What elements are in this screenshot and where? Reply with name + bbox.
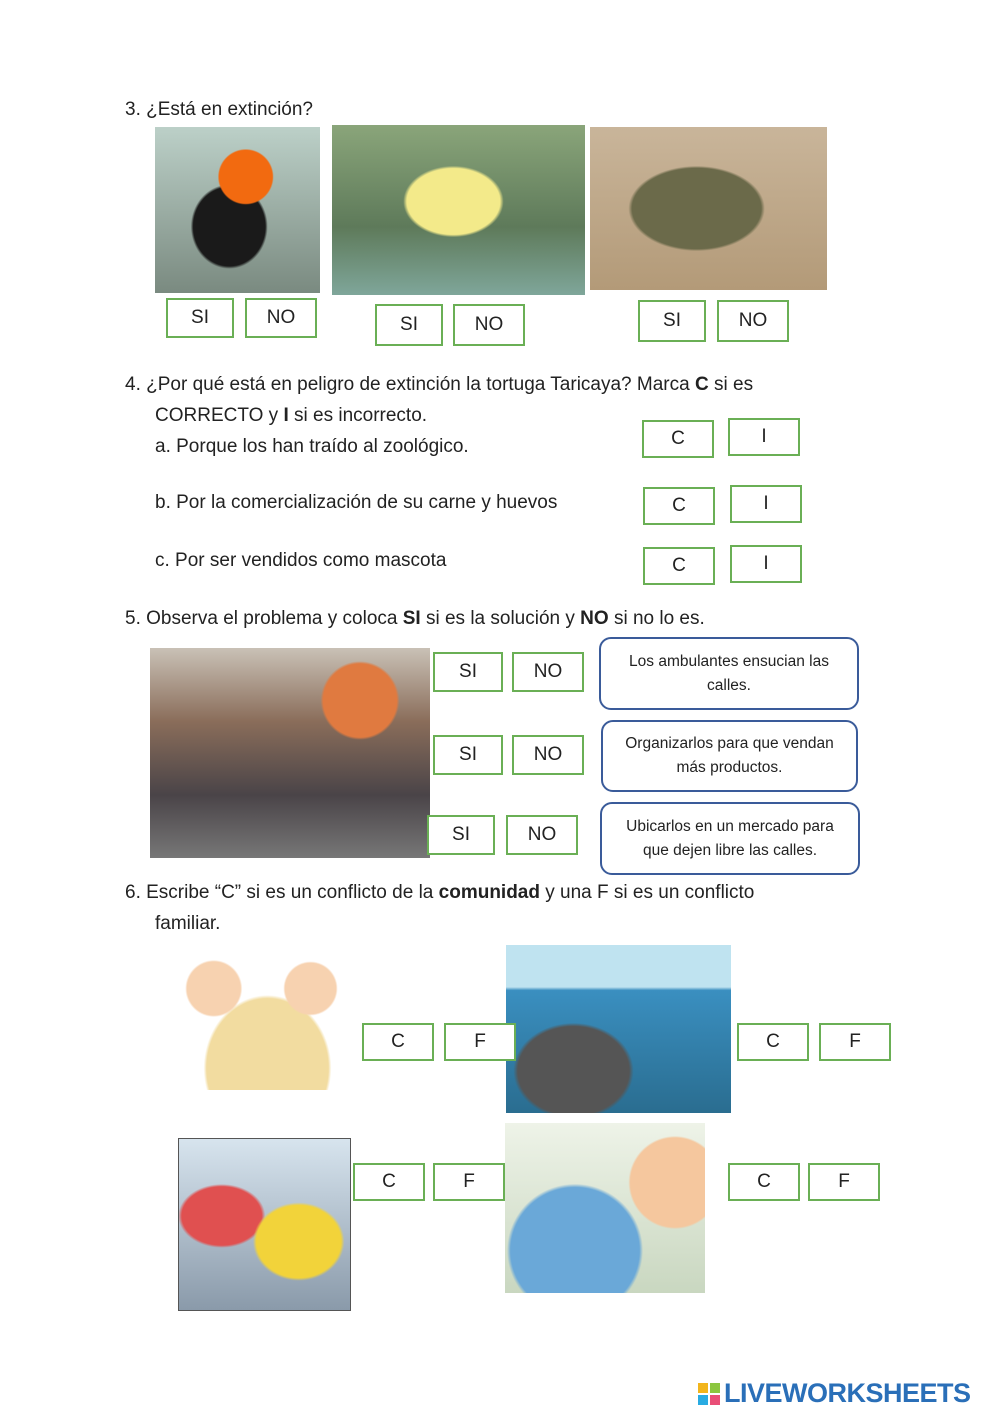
question-6-line2: familiar. (155, 913, 221, 934)
q5-1-si-button[interactable]: SI (433, 652, 503, 692)
q3-turtle-si-button[interactable]: SI (638, 300, 706, 342)
q5-1-no-button[interactable]: NO (512, 652, 584, 692)
q5-2-si-button[interactable]: SI (433, 735, 503, 775)
q6-text: y una F si es un conflicto (539, 882, 755, 903)
q6-4-f-button[interactable]: F (808, 1163, 880, 1201)
q4-text: si es (708, 374, 754, 395)
q4-item-c: c. Por ser vendidos como mascota (155, 550, 447, 571)
q4a-i-button[interactable]: I (728, 418, 800, 456)
q4-text: si es incorrecto. (288, 405, 428, 426)
q4b-i-button[interactable]: I (730, 485, 802, 523)
q5-option-2: Organizarlos para que vendan más productos. (601, 720, 858, 792)
q5-bold-no: NO (580, 608, 609, 629)
street-vendors-photo (150, 648, 430, 858)
q5-option-1: Los ambulantes ensucian las calles. (599, 637, 859, 710)
q4-text: CORRECTO y (155, 405, 284, 426)
question-3-title: 3. ¿Está en extinción? (125, 99, 313, 120)
q6-2-f-button[interactable]: F (819, 1023, 891, 1061)
ocean-pollution-image (506, 945, 731, 1113)
q5-2-no-button[interactable]: NO (512, 735, 584, 775)
q5-text: 5. Observa el problema y coloca (125, 608, 403, 629)
q3-bird-no-button[interactable]: NO (245, 298, 317, 338)
q5-text: si es la solución y (420, 608, 581, 629)
q5-3-no-button[interactable]: NO (506, 815, 578, 855)
q6-text: 6. Escribe “C” si es un conflicto de la (125, 882, 439, 903)
q6-1-f-button[interactable]: F (444, 1023, 516, 1061)
q4a-c-button[interactable]: C (642, 420, 714, 458)
q3-turtle-no-button[interactable]: NO (717, 300, 789, 342)
q5-text: si no lo es. (608, 608, 705, 629)
q4-item-a: a. Porque los han traído al zoológico. (155, 436, 469, 457)
q6-3-f-button[interactable]: F (433, 1163, 505, 1201)
q3-bird-si-button[interactable]: SI (166, 298, 234, 338)
girls-fighting-image (160, 945, 375, 1090)
q4-bold-c: C (694, 374, 709, 395)
traffic-jam-image (178, 1138, 351, 1311)
q5-3-si-button[interactable]: SI (427, 815, 495, 855)
q6-bold-comunidad: comunidad (438, 882, 540, 903)
q4b-c-button[interactable]: C (643, 487, 715, 525)
q3-duck-si-button[interactable]: SI (375, 304, 443, 346)
q4c-i-button[interactable]: I (730, 545, 802, 583)
question-6-line1 (125, 882, 754, 904)
wasting-water-image (505, 1123, 705, 1293)
duckling-image (332, 125, 585, 295)
question-4-line1 (125, 374, 753, 396)
q6-1-c-button[interactable]: C (362, 1023, 434, 1061)
turtle-image (590, 127, 827, 290)
question-4-line2 (155, 405, 427, 427)
q6-3-c-button[interactable]: C (353, 1163, 425, 1201)
q4-item-b: b. Por la comercialización de su carne y huevos (155, 492, 558, 513)
q6-2-c-button[interactable]: C (737, 1023, 809, 1061)
q5-option-3: Ubicarlos en un mercado para que dejen libre las calles. (600, 802, 860, 875)
liveworksheets-logo (698, 1378, 971, 1409)
q6-4-c-button[interactable]: C (728, 1163, 800, 1201)
logo-icon (698, 1383, 720, 1405)
question-5-title (125, 608, 705, 630)
q5-bold-si: SI (402, 608, 421, 629)
bird-image (155, 127, 320, 293)
q4-bold-i: I (283, 405, 289, 426)
q4-text: 4. ¿Por qué está en peligro de extinción la tortuga Taricaya? Marca (125, 374, 695, 395)
logo-text: LIVEWORKSHEETS (724, 1378, 971, 1408)
q3-duck-no-button[interactable]: NO (453, 304, 525, 346)
q4c-c-button[interactable]: C (643, 547, 715, 585)
